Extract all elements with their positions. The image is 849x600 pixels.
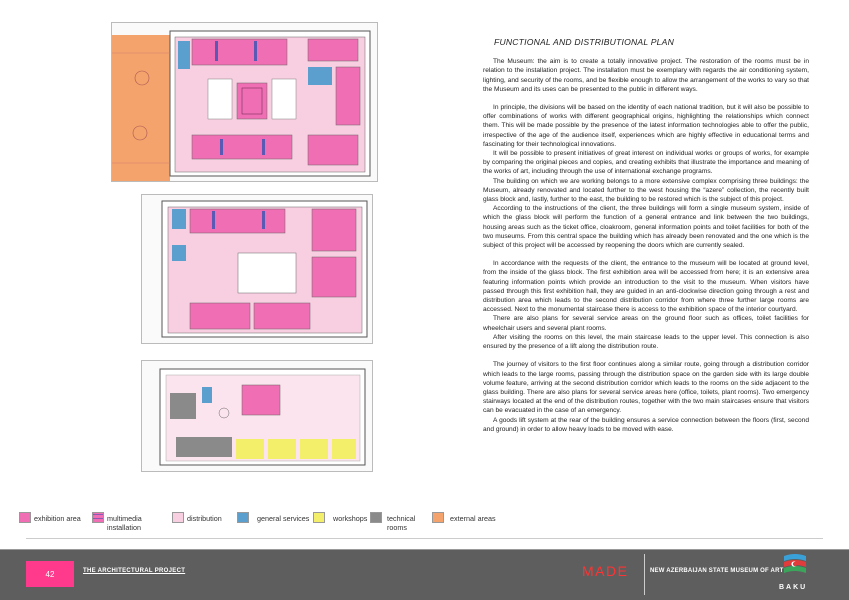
section-heading: FUNCTIONAL AND DISTRIBUTIONAL PLAN [494,37,674,47]
legend-label: multimedia installation [107,514,142,532]
section-title: THE ARCHITECTURAL PROJECT [83,568,186,574]
paragraph: The journey of visitors to the first floor continues along a similar route, going through a distribution corridor which leads to the large rooms, passing through the distribution space on the garden side with its large double volume feature, arriving at the second distribution corridor which leads to the rooms on the side adjacent to the glass building. There are also plans for several service areas here (office, toilets, plant rooms). Two emergency stairways located at the end of the distribution routes, together with the two main staircases ensure that visitors can be evacuated in the case of an emergency. [483,361,809,415]
paragraph: In accordance with the requests of the client, the entrance to the museum will be located at ground level, from the inside of the glass block. The first exhibition area will be accessed from here; it is an extensive area featuring information points which provide an introduction to the visit to the museum. When visitors have passed through this first exhibition hall, they are guided in an anti-clockwise direction going through a rest and distribution area which leads to the second distribution corridor from where three further large rooms are accessed. Next to the monumental staircase there is access to the exhibition space of the interior courtyard. [483,260,809,314]
body-text [483,57,809,434]
legend-swatch [370,512,382,523]
legend-swatch [172,512,184,523]
divider [26,538,823,539]
paragraph: According to the instructions of the client, the three buildings will form a single museum system, inside of which the glass block will perform the function of a general entrance and link between the two buildings, housing areas such as the ticket office, cloakroom, general information points and toilet facilities for both of the two museums. From this central space the building which has already been renovated and the one which is the subject of this project will be accessed by reopening the doors which are currently sealed. [483,205,809,250]
made-logo [582,563,628,579]
plan-legend [0,506,849,536]
text-column [483,38,809,434]
legend-label: exhibition area [34,514,81,523]
legend-swatch [313,512,325,523]
legend-item-technical-rooms [370,512,425,532]
legend-label: workshops [333,514,368,523]
legend-label: distribution [187,514,222,523]
footer-divider [644,554,645,595]
legend-item-distribution [172,512,222,523]
page-number: 42 [26,561,74,587]
legend-item-general-services [237,512,309,523]
footer-band [0,549,849,600]
legend-label: general services [257,514,310,523]
floor-plan-ground [111,22,378,182]
page-footer [0,549,849,600]
legend-item-external [432,512,496,523]
floor-plan-second [141,360,373,472]
paragraph: There are also plans for several service areas on the ground floor such as offices, toilet facilities for wheelchair users and several plant rooms. [483,315,809,332]
legend-label: technical rooms [387,514,416,532]
floor-plan-first-drawing [142,195,372,343]
legend-swatch [432,512,444,523]
floor-plan-ground-drawing [112,23,377,181]
legend-label: external areas [450,514,496,523]
legend-swatch [92,512,104,523]
city-name: BAKU [779,584,808,591]
legend-item-workshops [313,512,367,523]
paragraph: A goods lift system at the rear of the building ensures a service connection between the floors (first, second and ground) in order to allow heavy loads to be moved with ease. [483,416,809,433]
legend-item-exhibition [19,512,81,523]
brand-text: MADE [582,563,629,579]
baku-flag-icon [781,552,809,582]
paragraph: In principle, the divisions will be based on the identity of each national tradition, but it will also be possible to offer combinations of works with different geographical origins, highlighting the relationships which connect them. This will be made possible by the presence of the latest information technologies able to offer the public, irrespective of the age of the audience itself, experiences which are highly effective in educational terms and fascinating for their technological innovations. [483,104,809,148]
paragraph: It will be possible to present initiatives of great interest on individual works or groups of works, for example by comparing the original pieces and copies, and creating exhibits that illustrate the importance and meaning of the works of art, including through the use of international exchange programs. [483,150,809,176]
floor-plan-second-drawing [142,361,372,471]
legend-item-multimedia [92,512,162,532]
legend-swatch [19,512,31,523]
legend-swatch [237,512,249,523]
paragraph: After visiting the rooms on this level, the main staircase leads to the upper level. This connection is also ensured by the presence of a lift along the distribution route. [483,333,809,351]
paragraph: The building on which we are working belongs to a more extensive complex comprising three buildings: the Museum, already renovated and located further to the west housing the “azere” collection, the recently built glass block and, lastly, further to the east, the building to be restored which is the subject of this project. [483,177,809,204]
floor-plan-first [141,194,373,344]
paragraph: The Museum: the aim is to create a totally innovative project. The restoration of the rooms must be in relation to the installation project. The installation must be exemplary with regards the air conditioning system, lighting, and security of the rooms, and be flexible enough to allow the arrangement of the works to vary so that the Museum and its uses can be presented to the public in different ways. [483,58,809,93]
museum-name: NEW AZERBAIJAN STATE MUSEUM OF ART [650,568,784,574]
